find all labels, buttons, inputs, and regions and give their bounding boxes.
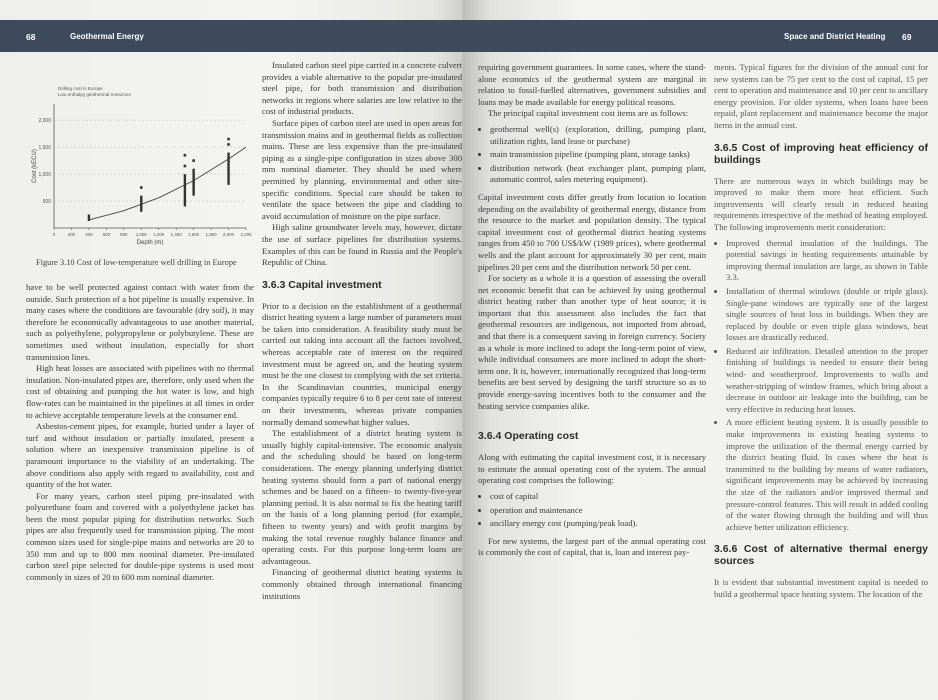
list-item: • distribution network (heat exchanger plant, pumping plant, automatic control, sales metering equipment). xyxy=(490,163,706,186)
right-col1-para-5: Along with estimating the capital investment cost, it is necessary to estimate the annual operating cost of the system. The annual operating cost comprises the following: xyxy=(478,452,706,486)
left-col1-para-3: Asbestos-cement pipes, for example, buried under a layer of turf and without insulation or partially insulated, present a solution where an inexpensive transmission pipeline is of paramount importance to the viability of an undertaking. The above conditions also apply with regard to availability, cost and quantity of the hot water. xyxy=(26,421,254,490)
range-bar xyxy=(140,196,142,212)
data-point xyxy=(140,186,143,189)
left-col1-para-1: have to be well protected against contact with water from the outside. Such protection of a hot pipeline is usually expensive. In many cases where the conditions are favourable (dry soil), it may therefore be economically advantageous to use another material, such as polyethylene, polypropylene or polybutylene. These are sometimes used without insulation, especially for short transmission lines. xyxy=(26,282,254,362)
right-col1-para-6: For new systems, the largest part of the annual operating cost is commonly the cost of capital, that is, loan and interest pay- xyxy=(478,535,706,558)
right-col2 xyxy=(714,62,928,601)
left-col1-para-2: High heat losses are associated with pipelines with no thermal insulation. Non-insulated pipes are, therefore, only used when the cost of obtaining and pumping the hot water is low, and high flow-rates can be maintained in the pipelines at all times in order to achieve acceptable temperature levels at the consumer end. xyxy=(26,363,254,420)
right-col1-para-1: requiring government guarantees. In some cases, where the stand-alone economics of the geothermal system are marginal in relation to fossil-fuelled alternatives, government subsidies and loans may be made available for energy political reasons. xyxy=(478,62,706,107)
y-tick-label: 500 xyxy=(42,199,51,206)
left-col2-para-4: Prior to a decision on the establishment of a geothermal district heating system a large number of parameters must be taken into consideration. A feasibility study must be carried out taking into account all the factors involved, whereas acceptable rate of interest on the required investment must be agreed on, and the heating system must be the one closest to complying with the set criteria. In the Scandinavian countries, municipal energy companies typically require 6 to 8 per cent rate of interest on their investments, whereas private companies normally demand somewhat higher values. xyxy=(262,300,462,427)
left-col2-para-6: Financing of geothermal district heating systems is commonly obtained through international financing institutions xyxy=(262,567,462,601)
range-bar xyxy=(227,153,229,185)
list-item: • operation and maintenance xyxy=(490,505,706,517)
right-col2-para-2: There are numerous ways in which buildings may be improved to make them more heat efficient. Such improvements will clearly result in reduced heating requirements irrespective of the method of heating employed. The following improvements merit consideration: xyxy=(714,175,928,232)
left-col2-para-3: High saline groundwater levels may, however, dictate the use of surface pipelines for distribution systems. Examples of this can be found in Russia and the People's Republic of China. xyxy=(262,222,462,268)
heading-operating-cost: 3.6.4 Operating cost xyxy=(478,430,579,443)
figure-caption: Figure 3.10 Cost of low-temperature well drilling in Europe xyxy=(36,258,237,267)
left-col1 xyxy=(26,282,254,583)
x-tick-label: 2,200 xyxy=(240,232,252,237)
x-tick-label: 1,200 xyxy=(153,232,165,237)
capital-cost-list xyxy=(478,124,706,186)
right-col1-para-3: Capital investment costs differ greatly from location to location depending on the availability of geothermal energy, distance from the resource to the market and population density. The typical capital investment cost of geothermal district heating systems ranges from 450 to 700 US$/kW (1989 prices), where geothermal wells and the plant account for approximately 30 per cent, main pipelines 20 per cent and the distribution network 50 per cent. xyxy=(478,191,706,272)
legend-entry: Drilling cost in Europe xyxy=(58,86,103,91)
right-running-head: Space and District Heating xyxy=(784,32,886,41)
left-col2-para-5: The establishment of a district heating system is usually highly capital-intensive. The economic analysis and the scheduling should be based on long-term considerations. The energy planning underlying district heating systems should form a part of national energy schemes and be based on a fifteen- to twenty-five-year planning period. It is also normal to fix the heating tariff on the basis of a long planning period (for example, fifteen to twenty years) and with profit margins by making the total revenue roughly balance finance and operating costs. For this purpose long-term loans are advantageous. xyxy=(262,428,462,566)
x-tick-label: 1,600 xyxy=(188,232,200,237)
right-col2-para-1: ments. Typical figures for the division of the annual cost for new systems can be 75 per cent to the cost of capital, 15 per cent to operation and maintenance and 10 per cent to ancillary energy provision. For older systems, when loans have been repaid, plant replacement and maintenance become the major items in the annual cost. xyxy=(714,62,928,130)
data-point xyxy=(184,165,187,168)
x-tick-label: 400 xyxy=(85,232,93,237)
drilling-cost-chart xyxy=(28,80,253,250)
heading-heat-efficiency: 3.6.5 Cost of improving heat efficiency of buildings xyxy=(714,141,928,166)
list-item: • cost of capital xyxy=(490,491,706,503)
x-tick-label: 1,800 xyxy=(205,232,217,237)
x-tick-label: 1,400 xyxy=(170,232,182,237)
chart-svg xyxy=(28,80,253,245)
list-item: • ancillary energy cost (pumping/peak load). xyxy=(490,518,706,530)
y-tick-label: 1,500 xyxy=(38,145,51,152)
trend-line xyxy=(89,147,246,220)
list-item: • Improved thermal insulation of the buildings. The potential savings in heating requirements attainable by improving thermal insulation are large, as shown in Table 3.3. xyxy=(726,238,928,284)
data-point xyxy=(227,138,230,141)
operating-cost-list xyxy=(478,491,706,530)
left-col1-para-4: For many years, carbon steel piping pre-insulated with polyurethane foam and covered with a polyethylene jacket has been the most popular piping for distribution networks. Such pipes are also frequently used for transmission piping. The most common sizes used for single-pipe mains and networks are 20 to 350 mm and up to 800 mm nominal diameter. Pre-insulated carbon steel pipe selected for double-pipe systems is used most commonly in sizes of 20 to 600 mm nominal diameter. xyxy=(26,490,254,582)
list-item: • geothermal well(s) (exploration, drilling, pumping plant, utilization rights, land lease or purchase) xyxy=(490,124,706,147)
y-axis-label: Cost (kECU) xyxy=(32,149,38,183)
data-point xyxy=(184,154,187,157)
x-tick-label: 1,000 xyxy=(135,232,147,237)
left-col2 xyxy=(262,60,462,602)
data-point xyxy=(227,143,230,146)
left-running-head: Geothermal Energy xyxy=(70,32,144,41)
left-page-header xyxy=(0,20,470,52)
x-axis-label: Depth (m) xyxy=(136,240,164,245)
heading-capital-investment: 3.6.3 Capital investment xyxy=(262,278,382,291)
range-bar xyxy=(184,174,186,206)
left-col2-para-2: Surface pipes of carbon steel are used in open areas for transmission mains and in geothermal fields as collection mains. These are less expensive than the pre-insulated piping as a single-pipe configuration in sizes above 300 mm nominal diameter. They should be used where permitted by planning, environmental and other site-specific conditions. Special care should be taken to ventilate the space between the pipe and cladding to avoid accumulation of moisture on the pipe surface. xyxy=(262,117,462,221)
right-col1-para-4: For society as a whole it is a question of assessing the overall net economic benefit that can be achieved by using geothermal district heating rather than another type of heat source; it is important that this assessment also includes the fact that geothermal resources are indigenous, not imported from abroad, and that there is a consequent saving in foreign currency. Society as a whole is more inclined to adopt the long-term point of view, while individual consumers are more inclined to adopt the short-term one. It is, however, internationally recognized that long-term benefits are best served by designing the tariff structure so as to provide energy-saving incentives both to the consumer and the heating service companies alike. xyxy=(478,273,706,411)
range-bar xyxy=(88,215,90,221)
data-point xyxy=(192,159,195,162)
right-page-header xyxy=(462,20,938,52)
list-item: • A more efficient heating system. It is usually possible to make improvements in existing heating systems to improve the utilization of the thermal energy carried by the district heating fluid. In cases where the heat is transmitted to the building by means of water radiators, significant improvements may be achieved by increasing the size of the radiators and/or improved thermal and pressure-control features. This will result in added cooling of the water flowing through the building and will thus achieve better utilization efficiency. xyxy=(726,417,928,533)
x-tick-label: 200 xyxy=(67,232,76,237)
right-col1 xyxy=(478,62,706,559)
left-page-number: 68 xyxy=(26,32,36,42)
right-page xyxy=(462,0,938,700)
x-tick-label: 600 xyxy=(102,232,111,237)
y-tick-label: 2,000 xyxy=(38,118,51,125)
y-tick-label: 1,000 xyxy=(38,172,51,179)
x-tick-label: 800 xyxy=(120,232,128,237)
improvements-list xyxy=(714,238,928,534)
legend-entry: Low enthalpy geothermal resources xyxy=(58,92,131,97)
right-page-number: 69 xyxy=(902,32,912,42)
list-item: • Reduced air infiltration. Detailed attention to the proper finishing of buildings is needed to ensure their being wind- and weatherproof. Improvements to walls and weather-stripping of window frames, which bring about a decrease in outdoor air leakage into the building, can be very effective in reducing heat losses. xyxy=(726,346,928,416)
left-col2-para-1: Insulated carbon steel pipe carried in a concrete culvert provides a viable alternative to the popular pre-insulated steel pipe, for both transmission and distribution networks in regions where salaries are low relative to the cost of industrial products. xyxy=(262,60,462,117)
heading-alternative-sources: 3.6.6 Cost of alternative thermal energy sources xyxy=(714,543,928,568)
x-tick-label: 2,000 xyxy=(223,232,235,237)
list-item: • main transmission pipeline (pumping plant, storage tanks) xyxy=(490,149,706,161)
range-bar xyxy=(192,169,194,196)
right-col2-para-3: It is evident that substantial investment capital is needed to build a geothermal space heating system. The location of the xyxy=(714,577,928,599)
right-col1-para-2: The principal capital investment cost items are as follows: xyxy=(488,108,688,119)
list-item: • Installation of thermal windows (double or triple glass). Single-pane windows are typically one of the largest single sources of heat loss in buildings. When they are replaced by double or even triple glass windows, heat losses are drastically reduced. xyxy=(726,286,928,344)
x-tick-label: 0 xyxy=(52,232,56,237)
